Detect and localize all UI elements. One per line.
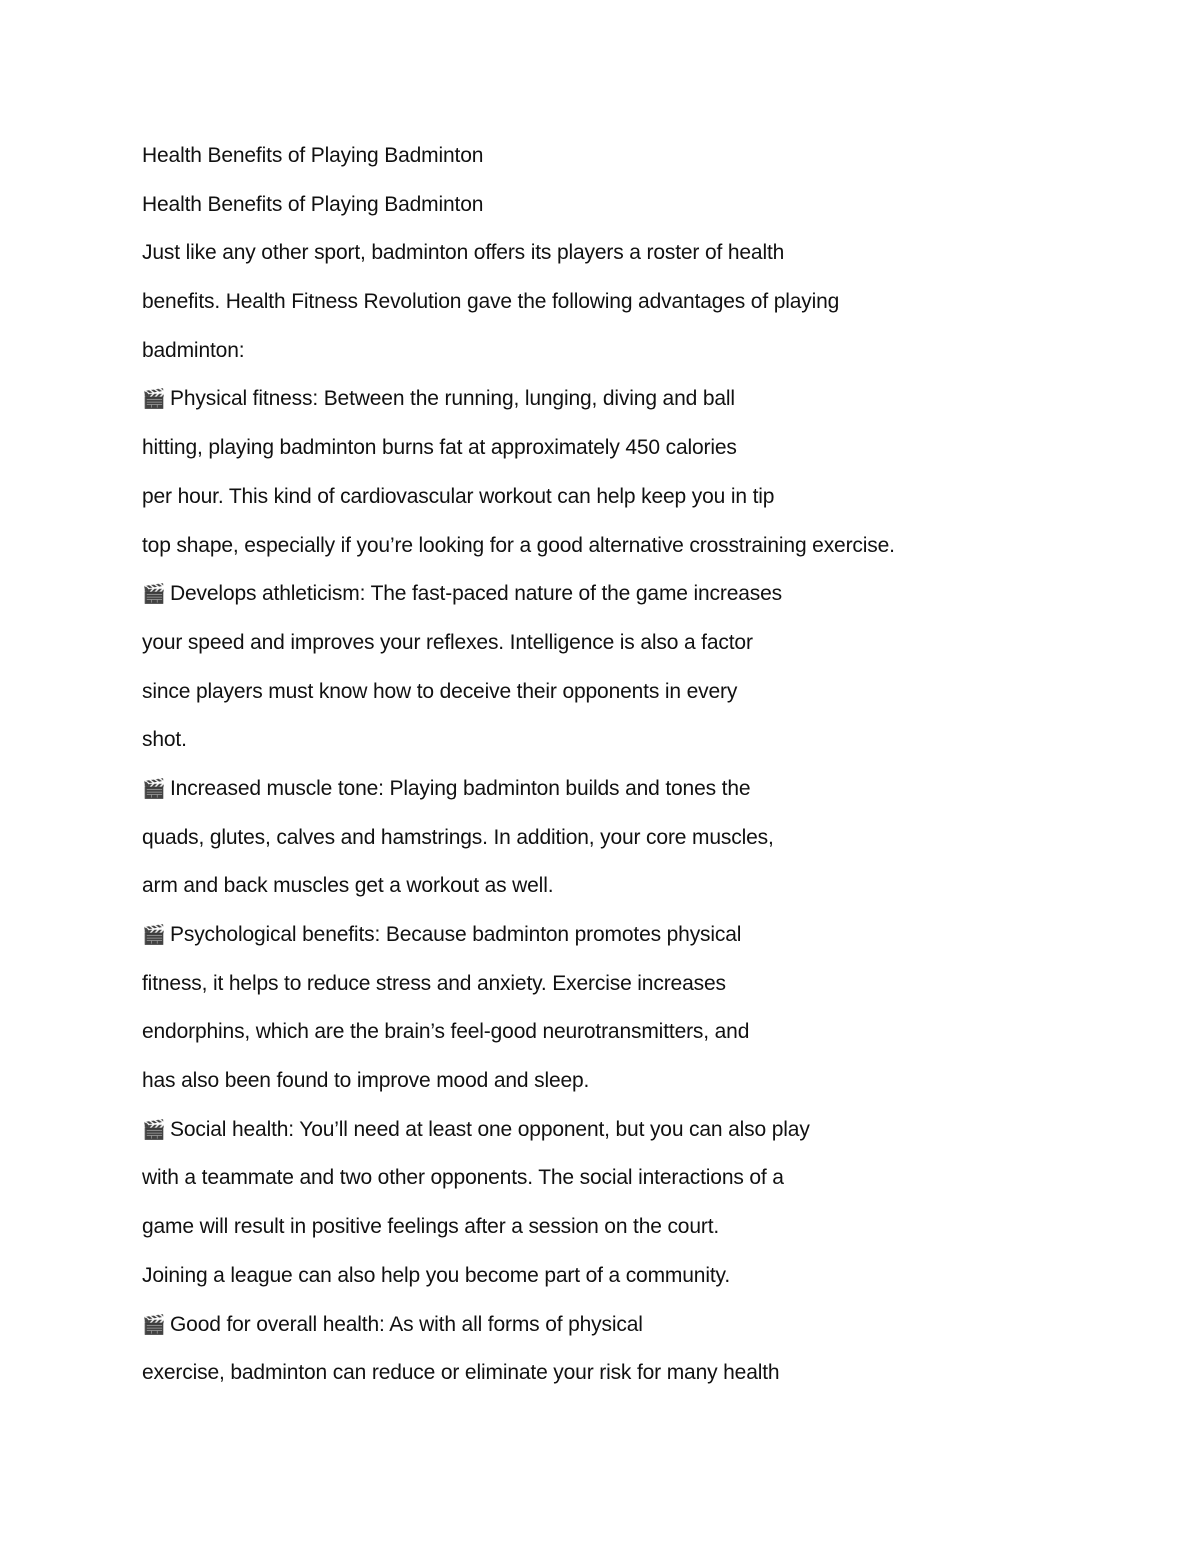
clapperboard-icon: 🎬 [142, 389, 166, 411]
paragraph-line: fitness, it helps to reduce stress and anxiety. Exercise increases [142, 971, 726, 995]
bullet-item [142, 775, 1102, 824]
paragraph-line: Joining a league can also help you become part of a community. [142, 1263, 731, 1287]
bullet-text: Develops athleticism: The fast-paced nature of the game increases [170, 582, 783, 606]
paragraph-line: hitting, playing badminton burns fat at approximately 450 calories [142, 436, 737, 460]
bullet-text: Psychological benefits: Because badminton promotes physical [170, 923, 742, 946]
paragraph-line: your speed and improves your reflexes. Intelligence is also a factor [142, 630, 753, 654]
paragraph-line: badminton: [142, 338, 245, 362]
paragraph-line: top shape, especially if you’re looking for a good alternative crosstraining exercise. [142, 533, 895, 557]
clapperboard-icon: 🎬 [142, 1314, 166, 1336]
bullet-text: Increased muscle tone: Playing badminton builds and tones the [170, 776, 751, 800]
paragraph-line: per hour. This kind of cardiovascular workout can help keep you in tip [142, 484, 775, 508]
document-title: Health Benefits of Playing Badminton [142, 144, 484, 167]
paragraph-line: shot. [142, 728, 187, 752]
document-heading: Health Benefits of Playing Badminton [142, 192, 484, 216]
paragraph-line: exercise, badminton can reduce or eliminate your risk for many health [142, 1361, 780, 1385]
clapperboard-icon: 🎬 [142, 925, 166, 946]
paragraph-line: quads, glutes, calves and hamstrings. In addition, your core muscles, [142, 825, 774, 849]
paragraph-line: arm and back muscles get a workout as well. [142, 874, 554, 898]
paragraph-line: endorphins, which are the brain’s feel-good neurotransmitters, and [142, 1020, 750, 1044]
bullet-item [142, 385, 1102, 434]
clapperboard-icon: 🎬 [142, 1119, 166, 1141]
bullet-text: Social health: You’ll need at least one opponent, but you can also play [170, 1117, 810, 1141]
paragraph-line: game will result in positive feelings after a session on the court. [142, 1215, 720, 1239]
paragraph-line: Just like any other sport, badminton offers its players a roster of health [142, 241, 785, 265]
bullet-item [142, 921, 1102, 970]
clapperboard-icon: 🎬 [142, 584, 166, 606]
document-body [142, 142, 1102, 1408]
bullet-item [142, 580, 1102, 629]
bullet-item [142, 1311, 1102, 1360]
paragraph-line: benefits. Health Fitness Revolution gave the following advantages of playing [142, 290, 840, 314]
paragraph-line: with a teammate and two other opponents. The social interactions of a [142, 1166, 784, 1190]
clapperboard-icon: 🎬 [142, 778, 166, 800]
bullet-item [142, 1116, 1102, 1165]
paragraph-line: has also been found to improve mood and sleep. [142, 1069, 590, 1093]
bullet-text: Physical fitness: Between the running, lunging, diving and ball [170, 387, 735, 411]
bullet-text: Good for overall health: As with all forms of physical [170, 1312, 643, 1336]
paragraph-line: since players must know how to deceive their opponents in every [142, 679, 738, 703]
